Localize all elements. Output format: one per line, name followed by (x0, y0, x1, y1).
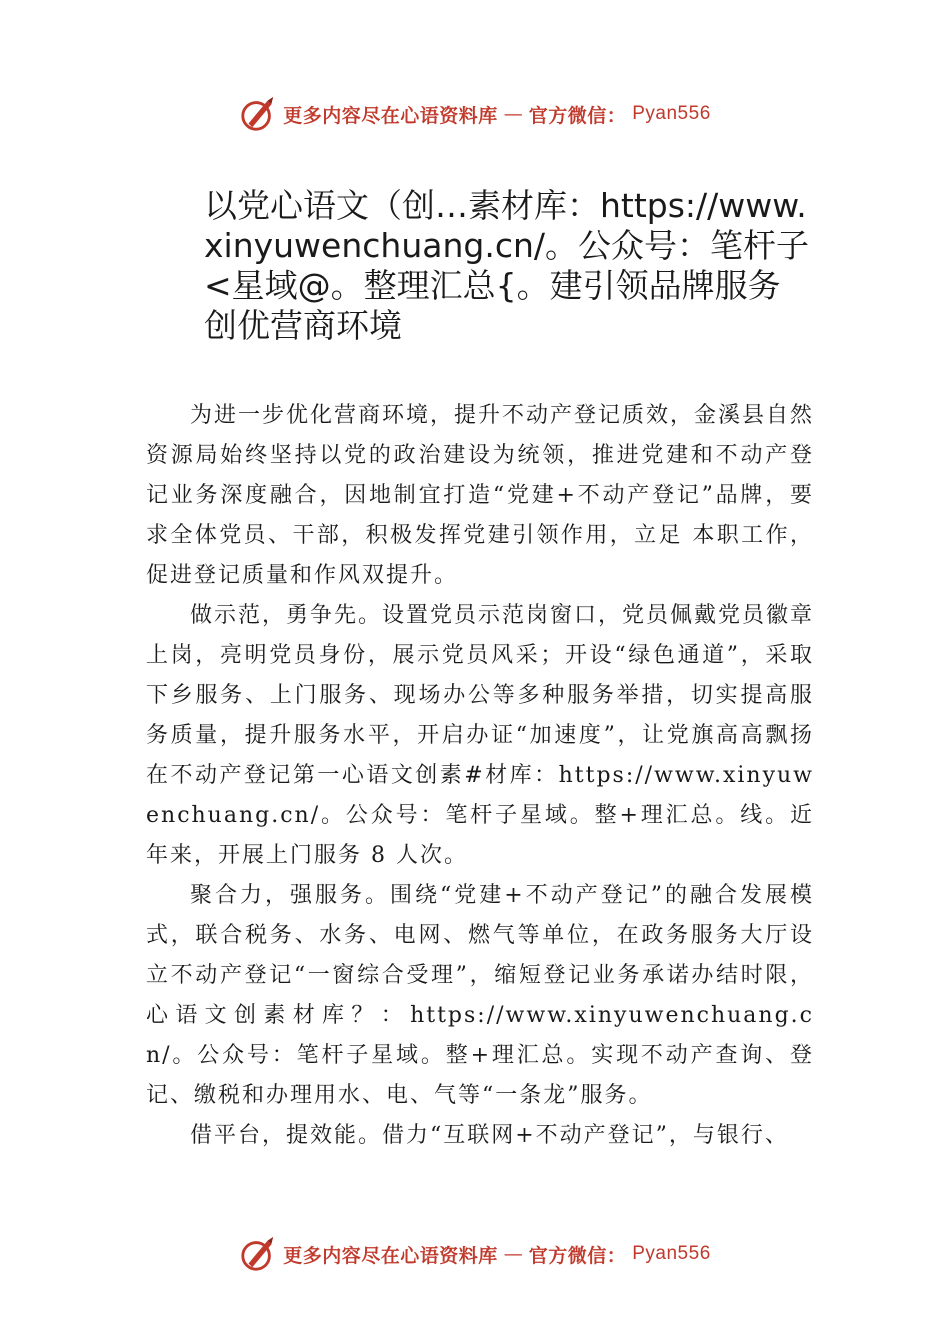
paragraph: 聚合力，强服务。围绕“党建+不动产登记”的融合发展模式，联合税务、水务、电网、燃气等单位，在政务服务大厅设立不动产登记“一窗综合受理”，缩短登记业务承诺办结时限，心语文创素材库？：https://www.xinyuwenchuang.cn/。公众号：笔杆子星域。整+理汇总。实现不动产查询、登记、缴税和办理用水、电、气等“一条龙”服务。 (146, 883, 814, 1108)
paragraph: 做示范，勇争先。设置党员示范岗窗口，党员佩戴党员徽章上岗，亮明党员身份，展示党员风采；开设“绿色通道”，采取下乡服务、上门服务、现场办公等多种服务举措，切实提高服务质量，提升服务水平，开启办证“加速度”，让党旗高高飘扬在不动产登记第一心语文创素#材库：https://www.xinyuwenchuang.cn/。公众号：笔杆子星域。整+理汇总。线。近年来，开展上门服务 8 人次。 (146, 603, 815, 868)
banner-wechat-label: 官方微信： (528, 104, 627, 127)
banner-slogan: 更多内容尽在心语资料库 (283, 1244, 498, 1267)
paragraph: 借平台，提效能。借力“互联网+不动产登记”，与银行、 (190, 1123, 789, 1148)
header-banner (0, 92, 950, 136)
quill-logo-icon (239, 95, 277, 133)
quill-logo-icon (239, 1235, 277, 1273)
banner-wechat-label: 官方微信： (528, 1244, 627, 1267)
banner-wechat-id: Pyan556 (632, 103, 711, 124)
document-body (146, 396, 814, 1156)
banner-dash: — (503, 1243, 523, 1265)
banner-slogan: 更多内容尽在心语资料库 (283, 104, 498, 127)
banner-wechat-id: Pyan556 (632, 1243, 711, 1264)
paragraph: 为进一步优化营商环境，提升不动产登记质效，金溪县自然资源局始终坚持以党的政治建设为统领，推进党建和不动产登记业务深度融合，因地制宜打造“党建+不动产登记”品牌，要求全体党员、干部，积极发挥党建引领作用，立足 本职工作，促进登记质量和作风双提升。 (146, 403, 815, 588)
footer-banner (0, 1232, 950, 1276)
banner-dash: — (503, 103, 523, 125)
document-title: 以党心语文（创…素材库：https://www.xinyuwenchuang.cn/。公众号：笔杆子<星域@。整理汇总{。建引领品牌服务 创优营商环境 (204, 186, 809, 345)
